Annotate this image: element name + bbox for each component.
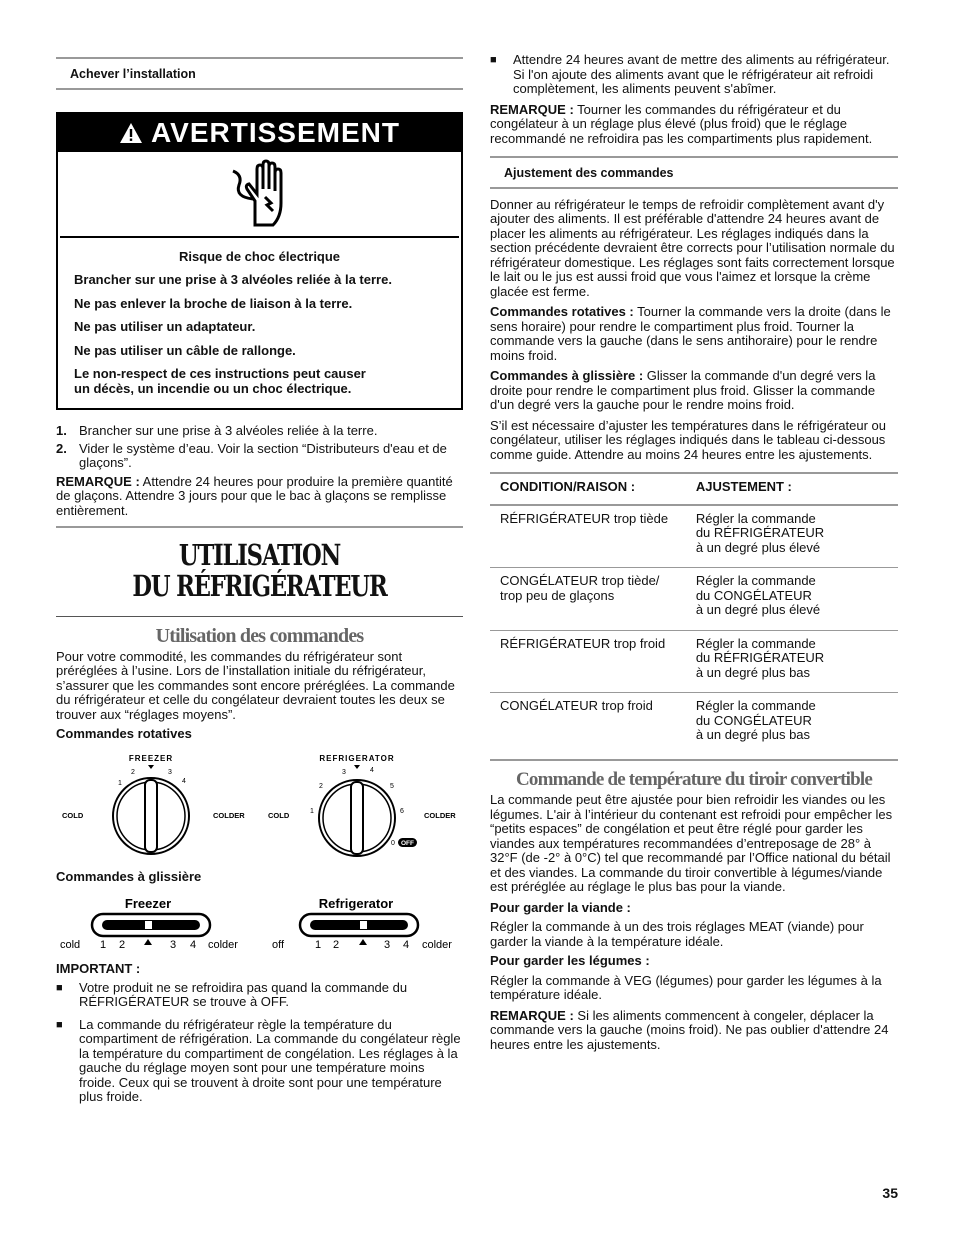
remarque-ice [56, 475, 463, 519]
freezer-tick: 1 [118, 779, 122, 787]
table-row [490, 568, 898, 631]
section-title-rule [56, 616, 463, 617]
table-cell-adjust [686, 568, 898, 631]
meat-text: Régler la commande à un des trois réglages MEAT (viande) pour garder la viande à la température idéale. [490, 919, 864, 949]
freezer-slider-left: cold [60, 939, 81, 951]
remarque-label: REMARQUE : [490, 101, 574, 117]
left-column [56, 57, 463, 1105]
adjust-line: à un degré plus bas [695, 664, 811, 680]
warning-title: AVERTISSEMENT [151, 116, 400, 148]
refrigerator-dial-diagram [262, 748, 462, 868]
adjust-line: Régler la commande [695, 573, 816, 588]
table-cell-adjust [686, 630, 898, 693]
controls-intro: Pour votre commodité, les commandes du réfrigérateur sont préréglées à l’usine. Lors de l’installation initiale du réfrigérateur, s’assurer que les commandes sont encore préréglées. La commande du réfrigérateur et celle du congélateur devraient toutes les deux se trouver aux “réglages moyens”. [56, 648, 455, 722]
fridge-slider-right: colder [422, 939, 452, 951]
important-bullet [56, 981, 463, 1010]
adjust-line: du RÉFRIGÉRATEUR [695, 650, 825, 665]
important-bullet [56, 1018, 463, 1105]
adjust-line: Régler la commande [695, 698, 816, 713]
warning-line: Ne pas enlever la broche de liaison à la terre. [74, 295, 353, 311]
step-text: Vider le système d’eau. Voir la section “Distributeurs d'eau et de glaçons”. [79, 440, 447, 470]
table-header: AJUSTEMENT : [686, 473, 898, 505]
remarque-text: Attendre 24 heures pour produire la première quantité de glaçons. Attendre 3 jours pour que le bac à glaçons se remplisse entièrement. [56, 473, 453, 518]
subsection-title-controls: Utilisation des commandes [155, 625, 364, 647]
bullet-text: La commande du réfrigérateur règle la température du compartiment de réfrigération. La commande du congélateur règle la température du compartiment de congélation. Les réglages à la gauche du réglage moyen sont pour une température moins froide. Ceux qui se trouvent à droite sont pour une température plus froide. [79, 1016, 461, 1104]
fridge-cold-label: COLD [268, 810, 290, 820]
freezer-tick: 3 [168, 768, 172, 776]
glissiere-label: Commandes à glissière : [490, 368, 644, 383]
freezer-dial-diagram [56, 748, 256, 868]
warning-line: Ne pas utiliser un adaptateur. [74, 319, 256, 334]
adjust-line: du CONGÉLATEUR [695, 712, 812, 728]
freezer-slider-tick: 1 [100, 939, 107, 951]
warning-line: Brancher sur une prise à 3 alvéoles reliée à la terre. [74, 272, 392, 287]
adjust-line: du CONGÉLATEUR [695, 587, 812, 603]
freezer-slider-tick: 3 [170, 939, 177, 951]
freezer-slider-right: colder [208, 939, 238, 951]
fridge-colder-label: COLDER [424, 810, 456, 820]
warning-box [56, 112, 463, 411]
important-label: IMPORTANT : [56, 961, 141, 976]
glissiere-text: Glisser la commande d'un degré vers la droite pour rendre le compartiment plus froid. Glisser la commande d'un degré vers la gauche pour le rendre moins froid. [490, 368, 876, 412]
slider-label: Commandes à glissière [56, 868, 202, 884]
freezer-colder-label: COLDER [213, 810, 245, 820]
table-row [490, 693, 898, 760]
rotatives-label: Commandes rotatives : [490, 304, 634, 319]
bullet-text: Votre produit ne se refroidira pas quand la commande du RÉFRIGÉRATEUR se trouve à OFF. [79, 979, 408, 1009]
freezer-slider-tick: 2 [119, 939, 126, 951]
meat-label: Pour garder la viande : [490, 899, 631, 915]
fridge-tick: 4 [370, 766, 374, 774]
warning-triangle-icon [119, 122, 143, 144]
freezer-tick: 4 [182, 777, 186, 785]
bullet-text: Attendre 24 heures avant de mettre des aliments au réfrigérateur. Si l'on ajoute des aliments avant que le réfrigérateur ait refroidi complètement, les aliments peuvent s'abîmer. [513, 52, 890, 96]
table-cell-condition: RÉFRIGÉRATEUR trop tiède [490, 505, 686, 568]
remarque-controls [490, 103, 898, 147]
adjust-line: Régler la commande [695, 510, 816, 526]
page-number: 35 [882, 1185, 898, 1201]
freezer-slider-diagram [56, 890, 256, 952]
freezer-slider-tick: 4 [190, 939, 197, 951]
slider-controls-figure [56, 890, 463, 960]
wait-bullet [490, 53, 898, 97]
freezer-cold-label: COLD [62, 810, 84, 820]
section-header-adjustment: Ajustement des commandes [490, 158, 898, 189]
freezer-dial-name: FREEZER [128, 753, 174, 763]
table-cell-adjust [686, 505, 898, 568]
adjust-line: à un degré plus élevé [695, 539, 821, 555]
fridge-tick: 1 [310, 807, 314, 815]
warning-body [58, 238, 461, 409]
right-column [490, 53, 898, 1052]
refrigerator-slider-diagram [264, 890, 464, 952]
warning-consequence-1: Le non-respect de ces instructions peut causer [74, 366, 366, 381]
table-row [490, 505, 898, 568]
rotatives-text: Tourner la commande vers la droite (dans le sens horaire) pour rendre le compartiment plus froid. Tourner la commande vers la gauche (dans le sens antihoraire) pour le rendre moins froid. [490, 304, 891, 363]
section-title-line-2: DU RÉFRIGÉRATEUR [132, 569, 387, 603]
fridge-off-label: OFF [401, 839, 414, 847]
remarque-drawer [490, 1009, 898, 1053]
rotary-label: Commandes rotatives [56, 726, 192, 741]
remarque-label: REMARQUE : [490, 1007, 574, 1023]
freezer-tick: 2 [131, 768, 135, 776]
fridge-tick: 5 [390, 782, 394, 790]
fridge-slider-left: off [272, 939, 285, 951]
section-title [101, 528, 418, 616]
electric-shock-hand-icon [225, 159, 295, 229]
table-cell-condition: CONGÉLATEUR trop tiède/ trop peu de glaçons [490, 568, 686, 631]
fridge-tick: 3 [342, 768, 346, 776]
fridge-slider-middle-marker [359, 939, 367, 945]
remarque-text: Tourner les commandes du réfrigérateur et du congélateur à un réglage plus élevé (plus froid) que le réglage recommandé ne refroidira pas les compartiments plus rapidement. [490, 101, 873, 146]
warning-title-bar [58, 114, 461, 152]
adjust-note: S’il est nécessaire d’ajuster les températures dans le réfrigérateur ou congélateur, utiliser les réglages indiqués dans le tableau ci-dessous comme guide. Attendre au moins 24 heures entre les ajustements. [490, 417, 886, 462]
adjust-line: Régler la commande [695, 635, 816, 651]
fridge-slider-tick: 3 [384, 939, 391, 951]
table-cell-condition: CONGÉLATEUR trop froid [490, 693, 686, 760]
remarque-text: Si les aliments commencent à congeler, déplacer la commande vers la gauche (moins froid). Ne pas oublier d'attendre 24 heures entre les ajustements. [490, 1007, 889, 1052]
fridge-dial-name: REFRIGERATOR [319, 753, 395, 763]
adjust-line: à un degré plus bas [695, 727, 811, 742]
subsection-title-drawer: Commande de température du tiroir convertible [515, 768, 873, 790]
bullet-square-icon: ■ [490, 54, 497, 66]
fridge-slider-name: Refrigerator [318, 896, 394, 911]
install-steps [56, 424, 463, 471]
step-item [56, 424, 463, 439]
table-cell-adjust [686, 693, 898, 760]
section-header-installation: Achever l’installation [56, 59, 463, 90]
table-cell-condition: RÉFRIGÉRATEUR trop froid [490, 630, 686, 693]
warning-line: Ne pas utiliser un câble de rallonge. [74, 342, 296, 358]
remarque-label: REMARQUE : [56, 473, 140, 489]
step-number: 1. [56, 423, 67, 438]
adjust-intro: Donner au réfrigérateur le temps de refroidir complètement avant d'y ajouter des aliments. Il est préférable d'attendre 24 heures avant de placer les aliments au réfrigérateur. Les réglages indiqués dans la section précédente devraient être corrects pour l’utilisation normale du réfrigérateur domestique. Les réglages sont faits correctement lorsque le lait ou le jus est aussi froid que vous l'aimez et lorsque la crème glacée est ferme. [490, 196, 895, 299]
rotatives-paragraph [490, 305, 898, 363]
adjust-line: du RÉFRIGÉRATEUR [695, 525, 825, 540]
drawer-intro: La commande peut être ajustée pour bien refroidir les viandes ou les légumes. L'air à l’intérieur du contenant est refroidi pour empêcher les “petits espaces” de congélation et peut être réglé pour garder les viandes aux températures recommandées d’entreposage de 28° à 32°F (de -2° à 0°C) tel que recommandé par l’Office national du bétail et des viandes. La commande du tiroir convertible à légumes/viande est préréglée au réglage le plus bas pour la viande. [490, 792, 893, 894]
warning-consequence-2: un décès, un incendie ou un choc électrique. [74, 380, 352, 396]
step-item [56, 442, 463, 471]
section-title-line-1: UTILISATION [178, 538, 341, 572]
fridge-slider-tick: 1 [315, 939, 322, 951]
bullet-square-icon: ■ [56, 1018, 63, 1031]
table-row [490, 630, 898, 693]
adjust-line: à un degré plus élevé [695, 602, 821, 617]
fridge-slider-tick: 4 [403, 939, 410, 951]
freezer-slider-middle-marker [144, 939, 152, 945]
veg-label: Pour garder les légumes : [490, 953, 650, 968]
fridge-tick: 6 [400, 807, 404, 815]
warning-risk: Risque de choc électrique [178, 248, 341, 264]
table-header-row [490, 473, 898, 505]
fridge-tick: 2 [319, 782, 323, 790]
step-text: Brancher sur une prise à 3 alvéoles reliée à la terre. [79, 423, 378, 438]
bullet-square-icon: ■ [56, 981, 63, 994]
shock-icon-row [60, 152, 459, 238]
glissiere-paragraph [490, 369, 898, 413]
fridge-slider-tick: 2 [333, 939, 340, 951]
adjustment-table [490, 472, 898, 761]
veg-text: Régler la commande à VEG (légumes) pour garder les légumes à la température idéale. [490, 972, 882, 1002]
freezer-slider-name: Freezer [124, 896, 172, 911]
rotary-dials-figure [56, 748, 463, 868]
step-number: 2. [56, 440, 67, 456]
fridge-zero-label: 0 [391, 839, 395, 847]
table-header: CONDITION/RAISON : [490, 473, 686, 505]
